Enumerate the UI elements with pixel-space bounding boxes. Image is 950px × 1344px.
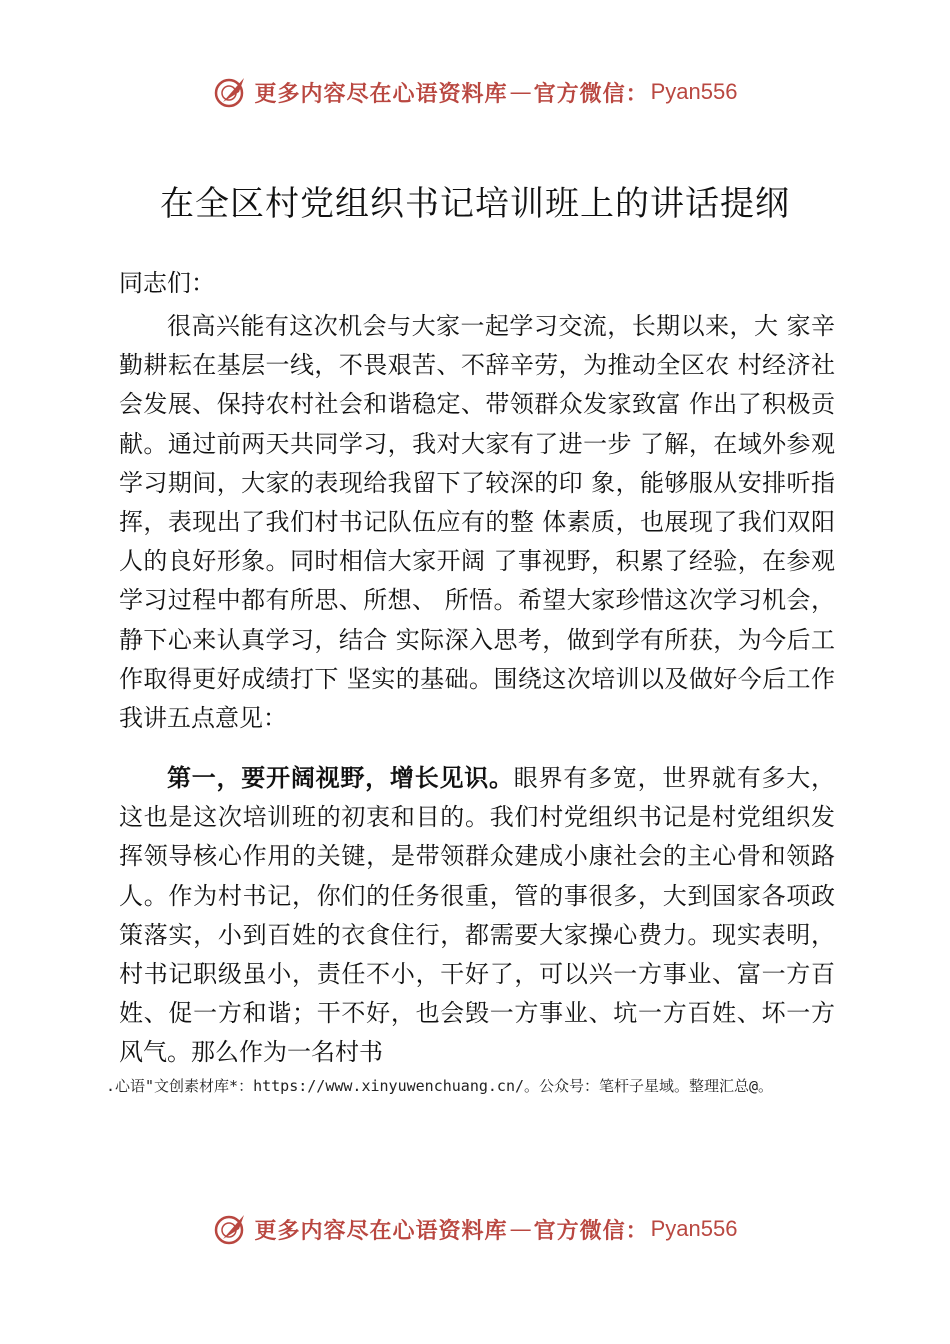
document-title: 在全区村党组织书记培训班上的讲话提纲 bbox=[160, 184, 790, 224]
banner-brand: 更多内容尽在心语资料库 bbox=[254, 81, 508, 107]
header-banner bbox=[0, 70, 950, 114]
paragraph-2-lead: 第一，要开阔视野，增长见识。 bbox=[167, 764, 514, 792]
banner-wechat-id: Pyan556 bbox=[650, 1216, 738, 1241]
paragraph-2-rest: 眼界有多宽，世界就有多大，这也是这次培训班的初衷和目的。我们村党组织书记是村党组织发挥领导核心作用的关键，是带领群众建成小康社会的主心骨和领路人。作为村书记，你们的任务很重，管的事很多，大到国家各项政策落实，小到百姓的衣食住行，都需要大家操心费力。现实表明，村书记职级虽小，责任不小，干好了，可以兴一方事业、富一方百姓、促一方和谐；干不好，也会毁一方事业、坑一方百姓、坏一方风气。那么作为一名村书 bbox=[119, 764, 836, 1067]
source-footer: .心语"文创素材库*：https://www.xinyuwenchuang.cn/。公众号：笔杆子星域。整理汇总@。 bbox=[106, 1077, 774, 1095]
paragraph-2 bbox=[119, 759, 835, 1073]
footer-banner bbox=[0, 1207, 950, 1251]
banner-dash: — bbox=[509, 79, 532, 105]
banner-brand: 更多内容尽在心语资料库 bbox=[254, 1218, 508, 1244]
quill-logo-icon bbox=[213, 74, 249, 110]
banner-dash: — bbox=[509, 1216, 532, 1242]
banner-wechat-id: Pyan556 bbox=[650, 79, 738, 104]
banner-wechat-label: 官方微信： bbox=[533, 1218, 649, 1244]
banner-wechat-label: 官方微信： bbox=[533, 81, 649, 107]
quill-logo-icon bbox=[213, 1211, 249, 1247]
paragraph-1: 很高兴能有这次机会与大家一起学习交流，长期以来，大 家辛勤耕耘在基层一线，不畏艰苦、不辞辛劳，为推动全区农 村经济社会发展、保持农村社会和谐稳定、带领群众发家致富 作出了积极贡献。通过前两天共同学习，我对大家有了进一步 了解，在域外参观学习期间，大家的表现给我留下了较深的印 象，能够服从安排听指挥，表现出了我们村书记队伍应有的整 体素质，也展现了我们双阳人的良好形象。同时相信大家开阔 了事视野，积累了经验，在参观学习过程中都有所思、所想、 所悟。希望大家珍惜这次学习机会，静下心来认真学习，结合 实际深入思考，做到学有所获，为今后工作取得更好成绩打下 坚实的基础。围绕这次培训以及做好今后工作我讲五点意见： bbox=[119, 312, 835, 733]
salutation: 同志们： bbox=[119, 269, 215, 297]
